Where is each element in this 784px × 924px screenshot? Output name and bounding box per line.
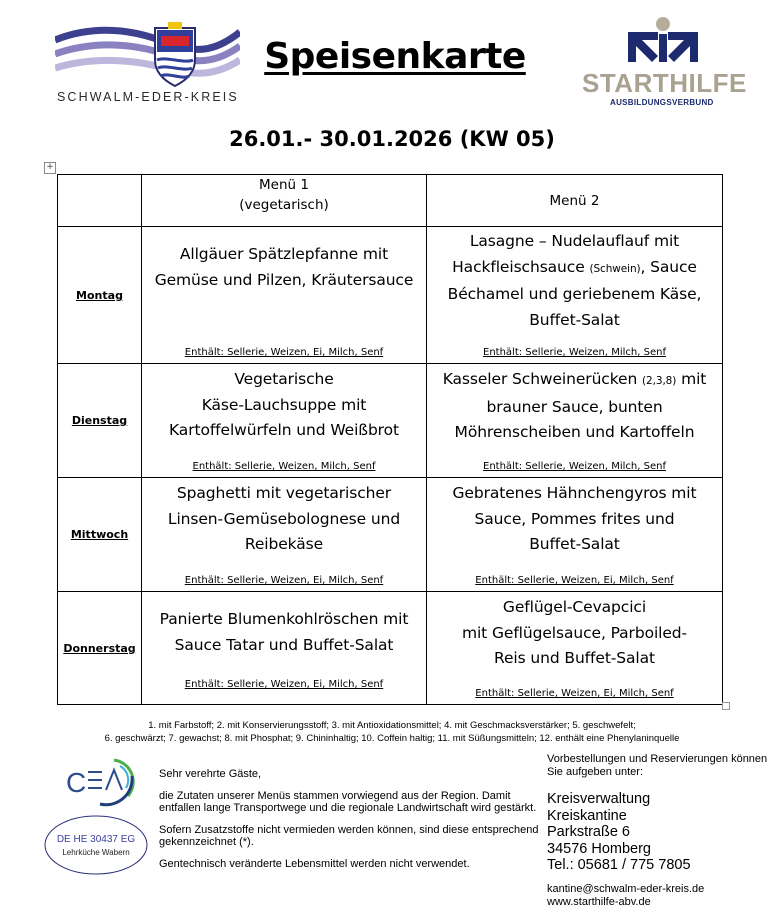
cert-code: DE HE 30437 EG (56, 834, 136, 845)
menu1-title: Menü 1 (259, 177, 309, 193)
dish-text (146, 364, 422, 444)
contact-intro: Vorbestellungen und Reservierungen können Sie aufgeben unter: (547, 753, 768, 778)
dish-line: Spaghetti mit vegetarischer (176, 484, 392, 502)
dish-text (431, 227, 718, 333)
cea-logo (64, 756, 144, 808)
cert-name: Lehrküche Wabern (62, 848, 130, 857)
dish-line: Reis und Buffet-Salat (493, 649, 656, 667)
menu1-cell (142, 227, 427, 364)
contact-block (547, 753, 777, 909)
allergens-text: Enthält: Sellerie, Weizen, Ei, Milch, Senf (184, 679, 384, 690)
dish-line: Kartoffelwürfeln und Weißbrot (169, 421, 399, 439)
page-title: Speisenkarte (264, 36, 526, 77)
menu1-subtitle: (vegetarisch) (239, 197, 329, 213)
dish-text (431, 364, 718, 446)
dish-text (146, 592, 422, 658)
address-line: Kreiskantine (547, 807, 627, 824)
starthilfe-emblem-icon (580, 16, 750, 68)
table-row (58, 592, 723, 705)
header-empty-cell (58, 175, 142, 227)
menu1-cell (142, 478, 427, 592)
allergens-text: Enthält: Sellerie, Weizen, Ei, Milch, Senf (475, 575, 674, 586)
menu1-cell (142, 364, 427, 478)
day-label: Dienstag (58, 364, 142, 478)
dish-line: Käse-Lauchsuppe mit (201, 395, 367, 414)
dish-line: Linsen-Gemüsebolognese und (167, 509, 401, 528)
menu2-cell (427, 478, 723, 592)
allergens-text: Enthält: Sellerie, Weizen, Ei, Milch, Senf (475, 688, 674, 699)
meat-note: (Schwein) (589, 262, 641, 275)
dish-line: Vegetarische (234, 370, 334, 388)
dish-text (146, 478, 422, 558)
dish-line: Sauce, Pommes frites und (474, 509, 675, 528)
cea-logo-icon (64, 756, 144, 808)
address-line: 34576 Homberg (547, 840, 651, 857)
table-move-handle-icon[interactable]: + (44, 162, 56, 174)
header-menu1 (142, 175, 427, 227)
allergens-text: Enthält: Sellerie, Weizen, Ei, Milch, Senf (184, 347, 384, 358)
dish-text-part: Lasagne – Nudelauflauf mit Hackfleischsauce (452, 232, 680, 276)
table-resize-handle[interactable] (722, 702, 730, 710)
schwalm-eder-kreis-logo (55, 22, 240, 107)
dish-line: mit Geflügelsauce, Parboiled- (461, 623, 688, 642)
menu-table (57, 174, 723, 705)
header-menu2 (427, 175, 723, 227)
regional-text: die Zutaten unserer Menüs stammen vorwiegend aus der Region. Damit entfallen lange Transportwege und die regionale Landwirtschaft wird gestärkt. (159, 789, 537, 814)
day-label: Donnerstag (58, 592, 142, 705)
dish-line: Reibekäse (244, 535, 324, 553)
greeting-text: Sehr verehrte Gäste, (159, 768, 262, 780)
dish-line: Buffet-Salat (529, 535, 620, 553)
table-row (58, 478, 723, 592)
table-row (58, 364, 723, 478)
dish-line: Gebratenes Hähnchengyros mit (452, 484, 697, 502)
menu2-cell (427, 227, 723, 364)
address-line: Parkstraße 6 (547, 824, 630, 840)
allergens-text: Enthält: Sellerie, Weizen, Milch, Senf (483, 461, 666, 472)
email-link[interactable]: kantine@schwalm-eder-kreis.de (547, 882, 705, 895)
table-header-row (58, 175, 723, 227)
dish-text-part: , Sauce Béchamel und geriebenem Käse, Buffet-Salat (447, 257, 702, 329)
contact-web (547, 883, 777, 909)
additives-note: Sofern Zusatzstoffe nicht vermieden werden können, sind diese entsprechend gekennzeichnet (*). (159, 823, 539, 848)
additives-legend (0, 719, 784, 745)
menu2-title: Menü 2 (549, 192, 600, 209)
menu2-cell (427, 364, 723, 478)
organic-certification-badge (44, 815, 148, 875)
gmo-note: Gentechnisch veränderte Lebensmittel werden nicht verwendet. (159, 857, 470, 870)
date-range: 26.01.- 30.01.2026 (KW 05) (229, 127, 555, 151)
certification-oval-icon (44, 815, 148, 875)
dish-text (431, 592, 718, 672)
website-link[interactable]: www.starthilfe-abv.de (547, 895, 651, 908)
contact-address (547, 791, 777, 874)
starthilfe-sub-text: AUSBILDUNGSVERBUND (610, 98, 714, 107)
allergens-text: Enthält: Sellerie, Weizen, Milch, Senf (192, 461, 376, 472)
dish-line: Sauce Tatar und Buffet-Salat (174, 635, 394, 654)
additives-line: 1. mit Farbstoff; 2. mit Konservierungsstoff; 3. mit Antioxidationsmittel; 4. mit Geschmacksverstärker; 5. geschwefelt; (148, 720, 636, 731)
dish-text-part: Kasseler Schweinerücken (442, 370, 638, 388)
guest-message (159, 768, 539, 879)
menu2-cell (427, 592, 723, 705)
left-logo-text: SCHWALM-EDER-KREIS (57, 90, 239, 104)
dish-text (431, 478, 718, 558)
dish-text-part: mit brauner Sauce, bunten Möhrenscheiben und Kartoffeln (454, 370, 707, 441)
additives-line: 6. geschwärzt; 7. gewachst; 8. mit Phosphat; 9. Chininhaltig; 10. Coffein haltig; 11. mit Süßungsmitteln; 12. enthält eine Phenylaninquelle (104, 733, 680, 744)
dish-line: Geflügel-Cevapcici (502, 598, 647, 616)
additive-note: (2,3,8) (642, 375, 677, 387)
starthilfe-logo (580, 16, 750, 111)
svg-text:C: C (66, 767, 89, 798)
allergens-text: Enthält: Sellerie, Weizen, Ei, Milch, Senf (184, 575, 384, 586)
address-line: Kreisverwaltung (547, 791, 651, 807)
menu1-cell (142, 592, 427, 705)
table-row (58, 227, 723, 364)
phone-number: Tel.: 05681 / 775 7805 (547, 857, 691, 873)
dish-line: Panierte Blumenkohlröschen mit (159, 610, 409, 628)
allergens-text: Enthält: Sellerie, Weizen, Milch, Senf (483, 347, 666, 358)
wave-emblem-icon (55, 22, 240, 90)
dish-text: Allgäuer Spätzlepfanne mit Gemüse und Pilzen, Kräutersauce (154, 245, 414, 289)
starthilfe-brand-text: STARTHILFE (582, 68, 747, 98)
day-label: Mittwoch (58, 478, 142, 592)
day-label: Montag (58, 227, 142, 364)
